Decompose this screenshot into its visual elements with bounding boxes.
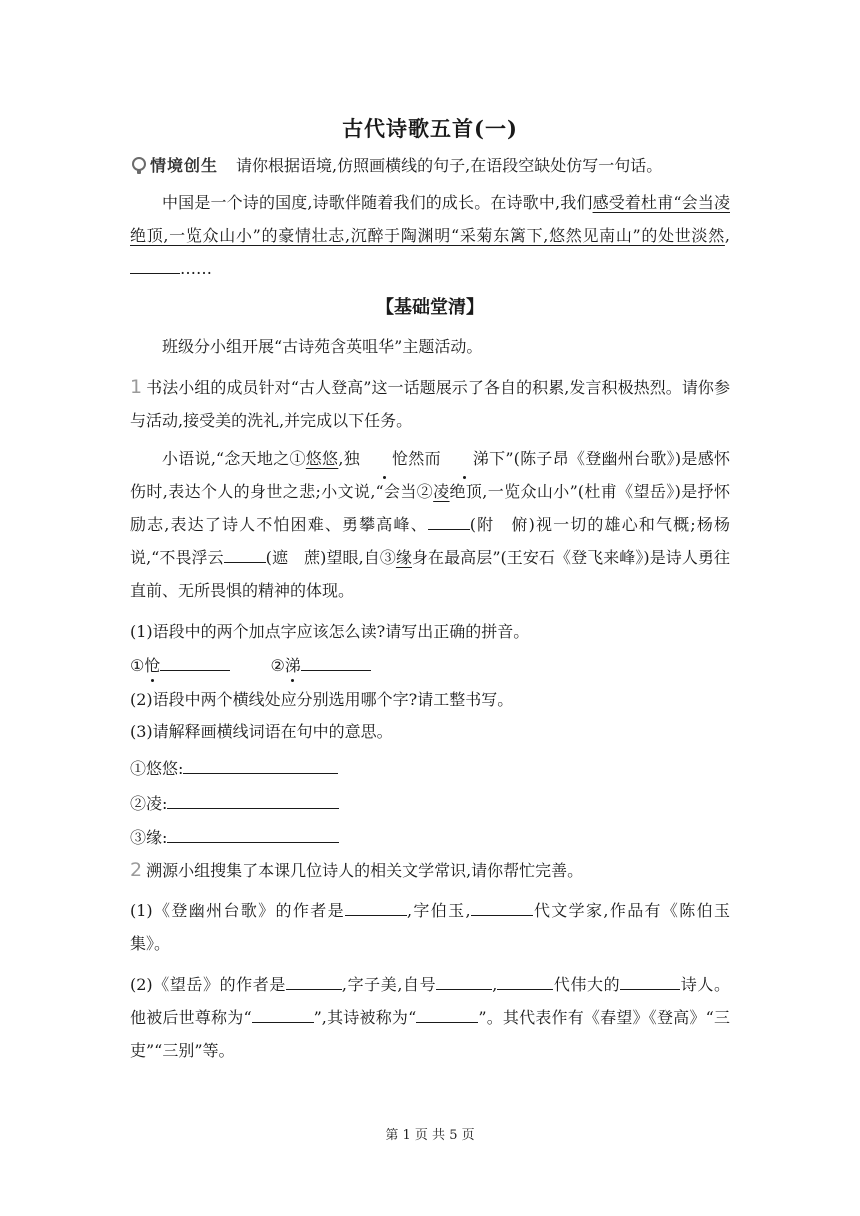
dotted-char-chuang: 怆 [144,654,160,678]
question-text: 书法小组的成员针对“古人登高”这一话题展示了各自的积累,发言积极热烈。请你参与活动,接受美的洗礼,并完成以下任务。 [130,378,730,430]
poetry-title-blank[interactable] [416,1004,478,1023]
section-heading: 【基础堂清】 [376,297,484,318]
passage-text: 小语说,“念天地之① [162,449,306,468]
definition-label: ②凌: [130,794,168,813]
question-2-part-2 [130,968,730,1067]
part-text: , [492,975,498,994]
definition-blank-3[interactable] [167,824,339,843]
part-text: 代伟大的 [553,975,621,994]
pen-name-blank[interactable] [436,971,492,990]
scenario-text: 中国是一个诗的国度,诗歌伴随着我们的成长。在诗歌中,我们 [162,193,593,212]
definition-blank-2[interactable] [167,790,339,809]
question-number: 2 [130,859,143,881]
answer-blank-fu[interactable] [428,511,470,530]
question-2-part-1 [130,894,730,960]
part-text: (2)《望岳》的作者是 [130,975,286,994]
definition-line-2 [130,790,339,814]
definition-line-1 [130,755,338,779]
pinyin-blank-2[interactable] [301,652,371,671]
passage-text: 下”(陈子昂《登幽州台歌》)是感怀伤时,表达个人的身世之悲;小文说,“会当② [130,449,730,501]
definition-line-3 [130,824,339,848]
question-1 [130,371,730,437]
author-blank[interactable] [345,897,407,916]
pinyin-answers [130,652,371,676]
definition-blank-1[interactable] [183,755,338,774]
question-text: 溯源小组搜集了本课几位诗人的相关文学常识,请你帮忙完善。 [146,861,584,880]
part-text: ”,其诗被称为“ [313,1008,417,1027]
part-text: ”。其代表作有《春望》《登高》“三吏”“三别”等。 [130,1008,730,1060]
dotted-char-chuang: 怆 [360,442,408,475]
passage-text: 身在最高层”(王安石《登飞来峰》)是诗人勇往直前、无所畏惧的精神的体现。 [130,548,730,600]
part-text: 诗人。他被后世尊称为“ [130,975,730,1027]
question-1-passage [130,442,730,607]
scenario-header [132,151,662,177]
dynasty-blank[interactable] [471,897,533,916]
dynasty-blank-2[interactable] [497,971,553,990]
question-number: 1 [130,376,143,398]
passage-text: 然而 [408,449,441,468]
sub-question-3: (3)请解释画横线词语在句中的意思。 [130,722,393,741]
definition-label: ①悠悠: [130,759,184,778]
activity-intro: 班级分小组开展“古诗苑含英咀华”主题活动。 [162,337,483,356]
scenario-comma: , [724,226,730,245]
underlined-word-yuan: 缘 [395,548,412,567]
sub-question-2: (2)语段中两个横线处应分别选用哪个字?请工整书写。 [130,690,514,709]
question-2 [130,858,583,882]
passage-text: (附 俯)视一切的雄心和气概;杨杨说,“不畏浮云 [130,515,730,567]
dotted-char-ti: 涕 [441,442,489,475]
part-text: ,字伯玉, [406,901,471,920]
circle-number-2: ② [270,656,285,675]
page-title: 古代诗歌五首(一) [342,116,518,141]
definition-label: ③缘: [130,828,168,847]
scenario-paragraph [130,186,730,285]
answer-blank-zhe[interactable] [224,544,266,563]
pinyin-blank-1[interactable] [160,652,230,671]
part-text: ,字子美,自号 [341,975,437,994]
underlined-word-ling: 凌 [433,482,450,501]
part-text: 代文学家,作品有《陈伯玉集》。 [130,901,730,953]
poet-type-blank[interactable] [620,971,680,990]
passage-text: (遮 蔗)望眼,自③ [265,548,396,567]
underlined-word-youyou: 悠悠 [305,449,339,468]
part-text: (1)《登幽州台歌》的作者是 [130,901,345,920]
ellipsis: …… [180,259,212,278]
sub-question-1: (1)语段中的两个加点字应该怎么读?请写出正确的拼音。 [130,622,530,641]
underlined-model-sentence: 感受着杜甫“会当凌绝顶,一览众山小”的豪情壮志,沉醉于陶渊明“采菊东篱下,悠然见南山”的处世淡然 [130,193,730,245]
passage-text: ,独 [338,449,360,468]
lightbulb-icon [132,157,146,171]
passage-text: 绝顶,一览众山小”(杜甫《望岳》)是抒怀励志,表达了诗人不怕困难、勇攀高峰、 [130,482,730,534]
page-footer: 第 1 页 共 5 页 [385,1128,475,1143]
scenario-label: 情境创生 [150,155,219,175]
honorific-blank[interactable] [252,1004,314,1023]
circle-number-1: ① [130,656,145,675]
imitation-blank[interactable] [130,255,180,274]
scenario-instruction: 请你根据语境,仿照画横线的句子,在语段空缺处仿写一句话。 [236,155,663,175]
author-blank-2[interactable] [286,971,342,990]
dotted-char-ti: 涕 [285,654,301,678]
